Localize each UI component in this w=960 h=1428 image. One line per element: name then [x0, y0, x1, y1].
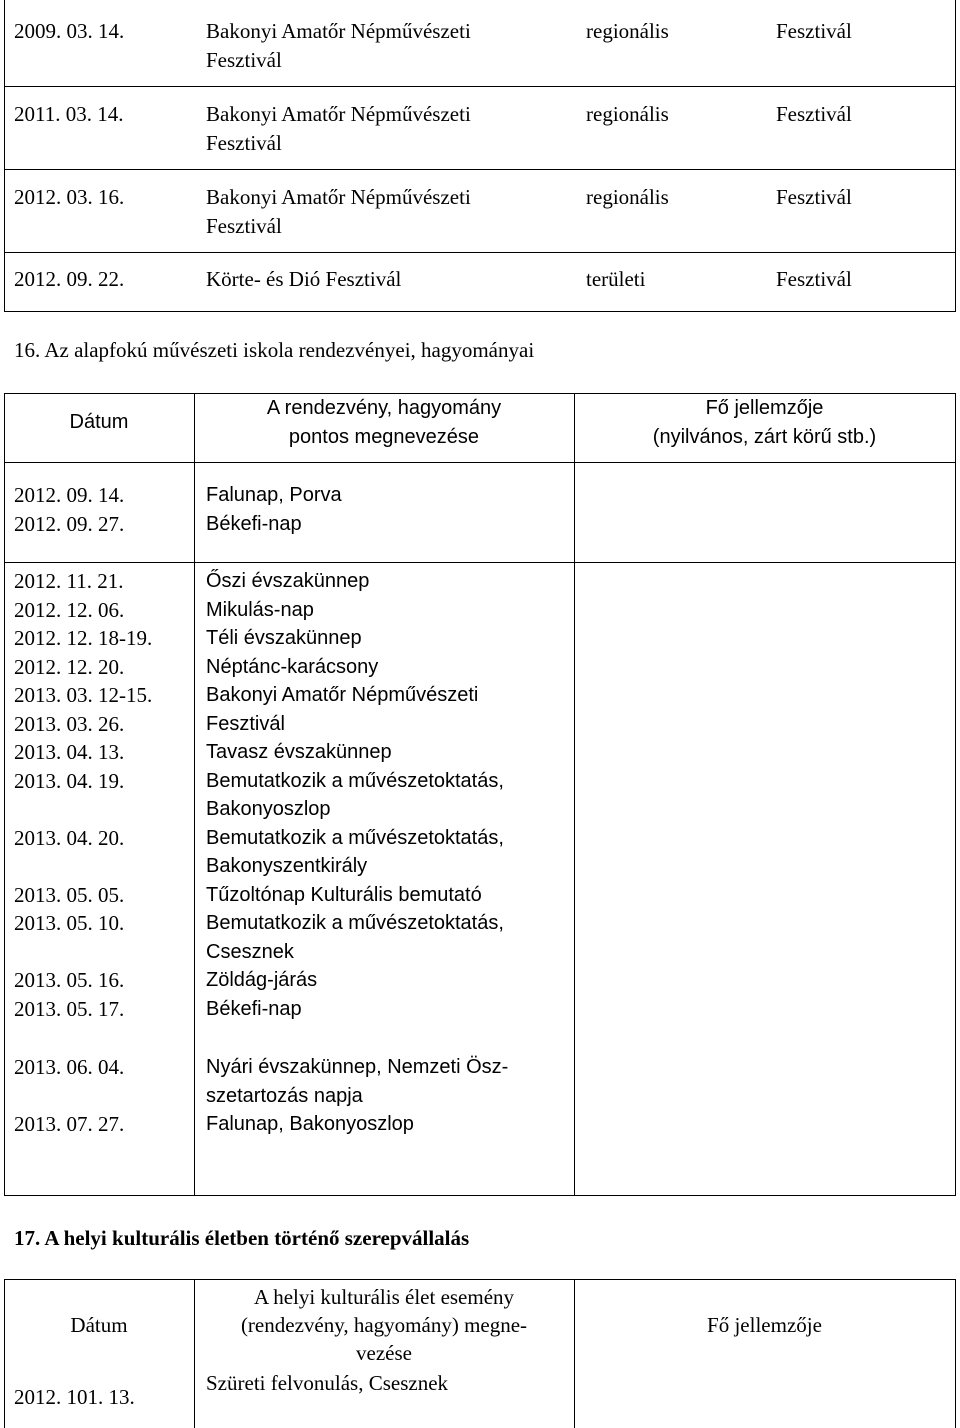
header-date: Dátum — [70, 1313, 128, 1337]
festival-row-name: Bakonyi Amatőr Népművészeti Fesztivál — [206, 185, 471, 238]
header-date: Dátum — [69, 411, 129, 433]
header-feature: Fő jellemzője (nyilvános, zárt körű stb.) — [652, 397, 877, 448]
section-17-title: 17. A helyi kulturális életben történő szerepvállalás — [14, 1226, 470, 1250]
section-16-title: 16. Az alapfokú művészeti iskola rendezvényei, hagyományai — [14, 338, 535, 362]
festival-row-name: Bakonyi Amatőr Népművészeti Fesztivál — [206, 19, 471, 72]
header-event: A rendezvény, hagyomány pontos megnevezése — [266, 397, 502, 448]
event-names: Nyári évszakünnep, Nemzeti Ösz- szetartozás napja Falunap, Bakonyoszlop — [206, 1056, 509, 1135]
festival-row-name: Bakonyi Amatőr Népművészeti Fesztivál — [206, 102, 471, 155]
festival-row-level: területi — [586, 267, 646, 291]
event-dates: 2012. 09. 14. 2012. 09. 27. — [14, 483, 125, 536]
event-name: Szüreti felvonulás, Csesznek — [206, 1371, 449, 1395]
festival-row-type: Fesztivál — [776, 102, 852, 126]
event-dates: 2012. 11. 21. 2012. 12. 06. 2012. 12. 18-19. 2012. 12. 20. 2013. 03. 12-15. 2013. 03. 26. 2013. 04. 13. 2013. 04. 19. 2013. 04. 20. 2013. 05. 05. 2013. 05. 10. 2013. 05. 16. 2013. 05. 17. — [14, 569, 153, 1021]
festival-row-level: regionális — [586, 185, 669, 209]
event-names: Falunap, Porva Békefi-nap — [206, 484, 342, 535]
festival-row-date: 2009. 03. 14. — [14, 19, 125, 43]
event-date: 2012. 101. 13. — [14, 1385, 135, 1409]
festival-row-date: 2012. 09. 22. — [14, 267, 125, 291]
festival-row-date: 2011. 03. 14. — [14, 102, 124, 126]
festival-row-type: Fesztivál — [776, 267, 852, 291]
festival-row-level: regionális — [586, 19, 669, 43]
festival-row-date: 2012. 03. 16. — [14, 185, 125, 209]
festival-row-type: Fesztivál — [776, 19, 852, 43]
event-names: Őszi évszakünnep Mikulás-nap Téli évszakünnep Néptánc-karácsony Bakonyi Amatőr Népművészeti Fesztivál Tavasz évszakünnep Bemutatkozik a művészetoktatás, Bakonyoszlop Bemutatkozik a művészetoktatás, Bakonyszentkirály Tűzoltónap Kulturális bemutató Bemutatkozik a művészetoktatás, Csesznek Zöldág-járás Békefi-nap — [206, 570, 504, 1020]
header-event: A helyi kulturális élet esemény (rendezvény, hagyomány) megne- vezése — [240, 1285, 528, 1365]
header-feature: Fő jellemzője — [707, 1313, 822, 1337]
festival-row-level: regionális — [586, 102, 669, 126]
event-dates: 2013. 06. 04. 2013. 07. 27. — [14, 1055, 125, 1136]
festival-row-type: Fesztivál — [776, 185, 852, 209]
festival-row-name: Körte- és Dió Fesztivál — [206, 267, 402, 291]
